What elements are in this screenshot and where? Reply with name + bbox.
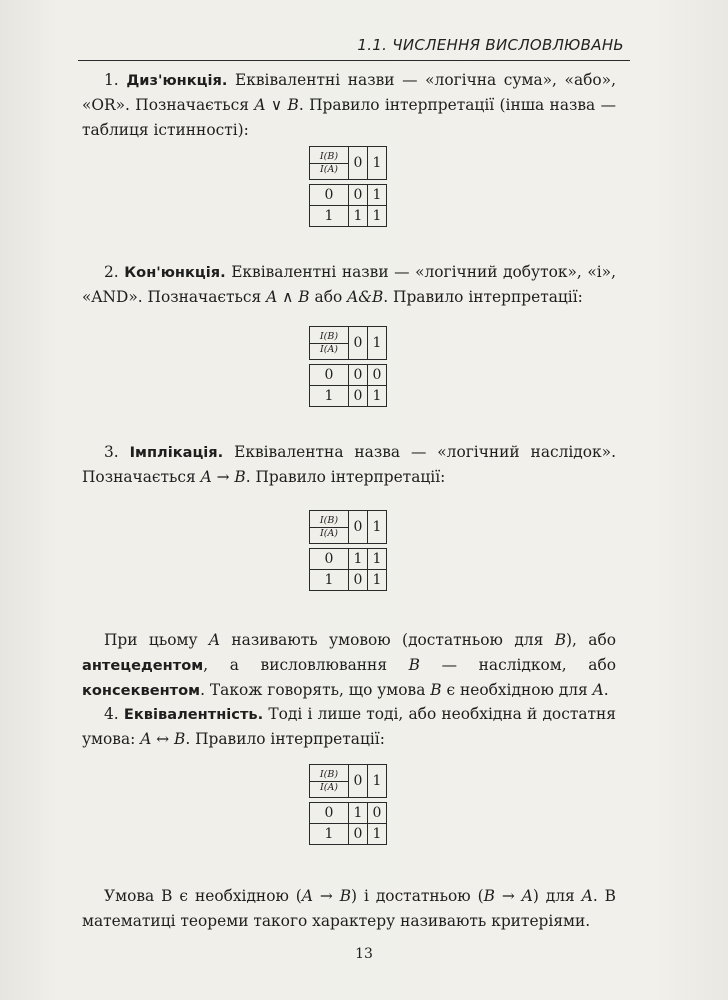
running-header [78, 30, 630, 61]
paragraph-criteria: Умова B є необхідною (A → B) і достатньою (B → A) для A. В математиці теореми такого характеру називають критеріями. [82, 887, 616, 930]
paragraph-conjunction: 2. Кон'юнкція. Еквівалентні назви — «логічний добуток», «і», «AND». Позначається A ∧ B або A&B. Правило інтерпретації: [82, 263, 616, 306]
truth-table-conjunction: I(B) I(A) 0 1 0 0 0 1 0 1 [309, 326, 387, 407]
page-number: 13 [355, 946, 373, 962]
truth-table-implication: I(B) I(A) 0 1 0 1 1 1 0 1 [309, 510, 387, 591]
truth-table-equivalence: I(B) I(A) 0 1 0 1 0 1 0 1 [309, 764, 387, 845]
paragraph-equivalence: 4. Еквівалентність. Тоді і лише тоді, або необхідна й достатня умова: A ↔ B. Правило інтерпретації: [82, 705, 616, 748]
section-term: Диз'юнкція. [126, 72, 228, 89]
header-title: 1.1. ЧИСЛЕННЯ ВИСЛОВЛЮВАНЬ [357, 36, 624, 54]
table-header-cell: I(B) I(A) [310, 147, 349, 180]
truth-table-disjunction: I(B) I(A) 0 1 0 0 1 1 1 1 [309, 146, 387, 227]
paragraph-antecedent: При цьому A називають умовою (достатньою для B), або антецедентом, а висловлювання B — наслідком, або консеквентом. Також говорять, що умова B є необхідною для A. [82, 631, 617, 699]
section-number: 1. [104, 71, 119, 89]
paragraph-disjunction: 1. Диз'юнкція. Еквівалентні назви — «логічна сума», «або», «OR». Позначається A ∨ B. Правило інтерпретації (інша назва — таблиця істинності): [82, 71, 616, 139]
paragraph-implication: 3. Імплікація. Еквівалентна назва — «логічний наслідок». Позначається A → B. Правило інтерпретації: [82, 443, 616, 486]
